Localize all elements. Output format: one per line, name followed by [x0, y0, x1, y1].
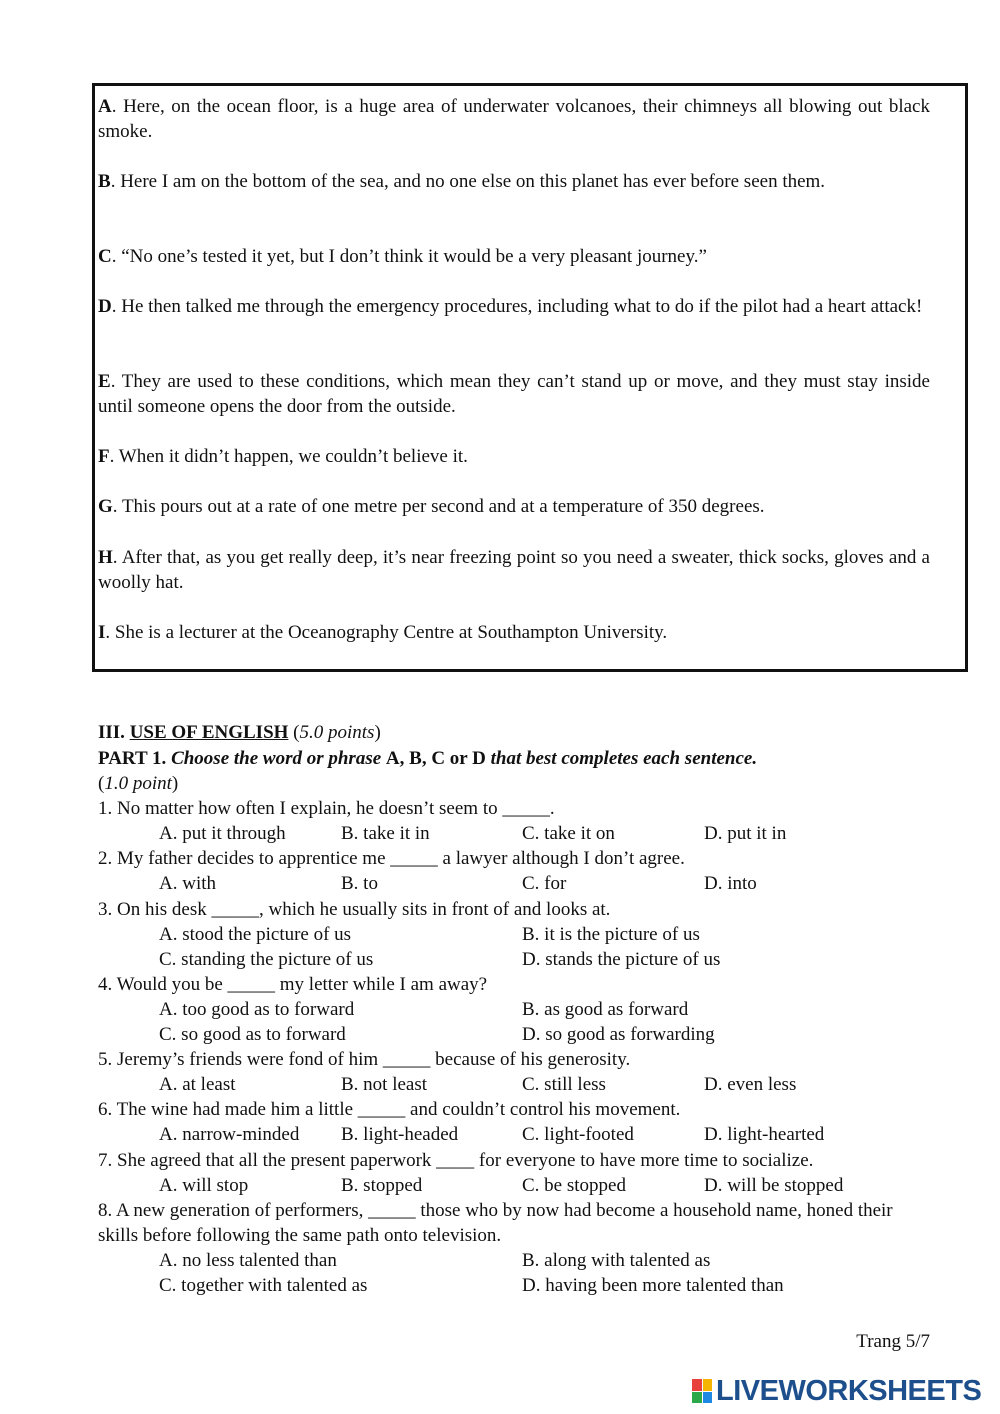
- choice-c: C. so good as to forward: [159, 1024, 346, 1045]
- question-stem: 6. The wine had made him a little _____ and couldn’t control his movement.: [98, 1099, 681, 1120]
- question-stem: 2. My father decides to apprentice me _____ a lawyer although I don’t agree.: [98, 848, 685, 869]
- part-instruction: PART 1. Choose the word or phrase A, B, C or D that best completes each sentence.: [98, 748, 758, 769]
- question-stem: 5. Jeremy’s friends were fond of him _____ because of his generosity.: [98, 1049, 631, 1070]
- choice-c: C. be stopped: [522, 1175, 626, 1196]
- choice-b: B. as good as forward: [522, 999, 689, 1020]
- logo-square: [692, 1379, 702, 1391]
- choice-d: D. light-hearted: [704, 1124, 825, 1145]
- logo-text: LIVEWORKSHEETS: [716, 1374, 982, 1407]
- choice-b: B. light-headed: [341, 1124, 459, 1145]
- choice-d: D. into: [704, 873, 757, 894]
- choice-b: B. take it in: [341, 823, 430, 844]
- choice-a: A. too good as to forward: [159, 999, 355, 1020]
- question-stem: 3. On his desk _____, which he usually sits in front of and looks at.: [98, 899, 611, 920]
- choice-b: B. along with talented as: [522, 1250, 711, 1271]
- choice-d: D. even less: [704, 1074, 797, 1095]
- option-g: G. This pours out at a rate of one metre per second and at a temperature of 350 degrees.: [98, 496, 765, 517]
- option-c: C. “No one’s tested it yet, but I don’t think it would be a very pleasant journey.”: [98, 246, 707, 267]
- choice-a: A. no less talented than: [159, 1250, 337, 1271]
- section-heading: III. USE OF ENGLISH (5.0 points): [98, 722, 381, 743]
- option-a: A. Here, on the ocean floor, is a huge area of underwater volcanoes, their chimneys all blowing out black smoke.: [98, 96, 930, 142]
- logo-square: [692, 1392, 702, 1404]
- option-h: H. After that, as you get really deep, it’s near freezing point so you need a sweater, thick socks, gloves and a woolly hat.: [98, 547, 930, 593]
- choice-a: A. put it through: [159, 823, 286, 844]
- choice-b: B. to: [341, 873, 378, 894]
- choice-d: D. so good as forwarding: [522, 1024, 715, 1045]
- choice-c: C. take it on: [522, 823, 615, 844]
- choice-b: B. it is the picture of us: [522, 924, 700, 945]
- question-stem: 8. A new generation of performers, _____ those who by now had become a household name, honed their skills before following the same path onto television.: [98, 1200, 893, 1246]
- option-e: E. They are used to these conditions, which mean they can’t stand up or move, and they must stay inside until someone opens the door from the outside.: [98, 371, 930, 417]
- choice-a: A. narrow-minded: [159, 1124, 300, 1145]
- choice-c: C. standing the picture of us: [159, 949, 374, 970]
- part-points: (1.0 point): [98, 773, 179, 794]
- choice-c: C. still less: [522, 1074, 606, 1095]
- page-number: Trang 5/7: [856, 1331, 930, 1352]
- question-stem: 4. Would you be _____ my letter while I am away?: [98, 974, 488, 995]
- logo-square: [703, 1392, 713, 1404]
- choice-b: B. not least: [341, 1074, 428, 1095]
- option-f: F. When it didn’t happen, we couldn’t believe it.: [98, 446, 468, 467]
- liveworksheets-logo[interactable]: [692, 1376, 981, 1406]
- option-i: I. She is a lecturer at the Oceanography Centre at Southampton University.: [98, 622, 668, 643]
- question-stem: 7. She agreed that all the present paperwork ____ for everyone to have more time to socialize.: [98, 1150, 814, 1171]
- choice-a: A. stood the picture of us: [159, 924, 352, 945]
- question-stem: 1. No matter how often I explain, he doesn’t seem to _____.: [98, 798, 555, 819]
- choice-d: D. having been more talented than: [522, 1275, 784, 1296]
- option-d: D. He then talked me through the emergency procedures, including what to do if the pilot had a heart attack!: [98, 296, 923, 317]
- choice-c: C. light-footed: [522, 1124, 634, 1145]
- choice-c: C. for: [522, 873, 567, 894]
- option-b: B. Here I am on the bottom of the sea, and no one else on this planet has ever before seen them.: [98, 171, 826, 192]
- choice-b: B. stopped: [341, 1175, 423, 1196]
- choice-c: C. together with talented as: [159, 1275, 368, 1296]
- choice-a: A. with: [159, 873, 216, 894]
- logo-square: [703, 1379, 713, 1391]
- choice-d: D. stands the picture of us: [522, 949, 721, 970]
- choice-a: A. will stop: [159, 1175, 249, 1196]
- choice-d: D. will be stopped: [704, 1175, 844, 1196]
- choice-a: A. at least: [159, 1074, 236, 1095]
- logo-mark-icon: [692, 1379, 712, 1403]
- choice-d: D. put it in: [704, 823, 787, 844]
